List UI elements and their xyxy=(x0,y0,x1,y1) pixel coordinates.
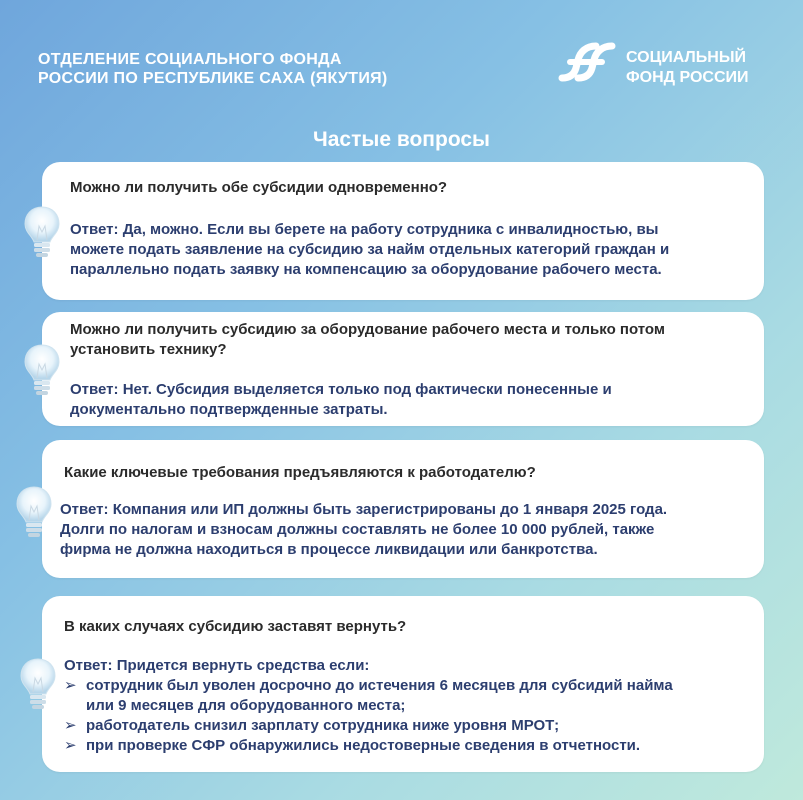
organization-name-line1: ОТДЕЛЕНИЕ СОЦИАЛЬНОГО ФОНДА xyxy=(38,51,342,68)
faq-answer-4 xyxy=(64,656,673,756)
lightbulb-icon xyxy=(18,656,58,712)
arrow-bullet-icon: ➢ xyxy=(64,717,77,734)
faq-answer-4-bullet-1 xyxy=(64,676,673,716)
faq-answer-2-line2: документально подтвержденные затраты. xyxy=(70,401,388,418)
faq-answer-4-bullet-1-line2: или 9 месяцев для оборудованного места; xyxy=(86,697,406,714)
faq-question-1 xyxy=(70,178,447,198)
faq-question-1-line1: Можно ли получить обе субсидии одновременно? xyxy=(70,179,448,196)
faq-answer-4-bullet-3-line1: при проверке СФР обнаружились недостоверные сведения в отчетности. xyxy=(86,737,641,754)
faq-answer-4-intro: Ответ: Придется вернуть средства если: xyxy=(64,657,370,674)
organization-name xyxy=(38,50,388,88)
lightbulb-icon xyxy=(14,484,54,540)
faq-answer-1-line3: параллельно подать заявку на компенсацию за оборудование рабочего места. xyxy=(70,261,662,278)
page-title: Частые вопросы xyxy=(313,128,490,151)
logo-text xyxy=(626,48,749,88)
faq-answer-4-bullet-3 xyxy=(64,736,673,756)
faq-answer-4-bullet-2 xyxy=(64,716,673,736)
faq-question-3 xyxy=(64,463,536,483)
faq-question-3-line1: Какие ключевые требования предъявляются к работодателю? xyxy=(64,464,536,481)
faq-answer-2 xyxy=(70,380,612,420)
sfr-logo xyxy=(556,40,776,92)
faq-question-2 xyxy=(70,320,665,360)
faq-answer-3-line1: Ответ: Компания или ИП должны быть зарегистрированы до 1 января 2025 года. xyxy=(60,501,668,518)
faq-answer-1-line2: можете подать заявление на субсидию за найм отдельных категорий граждан и xyxy=(70,241,670,258)
arrow-bullet-icon: ➢ xyxy=(64,677,77,694)
faq-answer-3-line3: фирма не должна находиться в процессе ликвидации или банкротства. xyxy=(60,541,598,558)
faq-answer-3 xyxy=(60,500,667,560)
faq-question-2-line2: установить технику? xyxy=(70,341,227,358)
faq-answer-1 xyxy=(70,220,669,280)
logo-text-line1: СОЦИАЛЬНЫЙ xyxy=(626,49,746,66)
logo-text-line2: ФОНД РОССИИ xyxy=(626,69,749,86)
lightbulb-icon xyxy=(22,342,62,398)
faq-answer-3-line2: Долги по налогам и взносам должны составлять не более 10 000 рублей, также xyxy=(60,521,655,538)
faq-answer-1-line1: Ответ: Да, можно. Если вы берете на работу сотрудника с инвалидностью, вы xyxy=(70,221,659,238)
faq-answer-4-bullet-1-line1: сотрудник был уволен досрочно до истечения 6 месяцев для субсидий найма xyxy=(86,677,673,694)
sfr-logo-icon xyxy=(556,40,618,84)
faq-question-2-line1: Можно ли получить субсидию за оборудование рабочего места и только потом xyxy=(70,321,665,338)
lightbulb-icon xyxy=(22,204,62,260)
faq-question-4 xyxy=(64,617,406,637)
organization-name-line2: РОССИИ ПО РЕСПУБЛИКЕ САХА (ЯКУТИЯ) xyxy=(38,70,388,87)
arrow-bullet-icon: ➢ xyxy=(64,737,77,754)
faq-answer-4-bullet-2-line1: работодатель снизил зарплату сотрудника ниже уровня МРОТ; xyxy=(86,717,560,734)
faq-question-4-line1: В каких случаях субсидию заставят вернуть? xyxy=(64,618,407,635)
faq-answer-2-line1: Ответ: Нет. Субсидия выделяется только под фактически понесенные и xyxy=(70,381,612,398)
